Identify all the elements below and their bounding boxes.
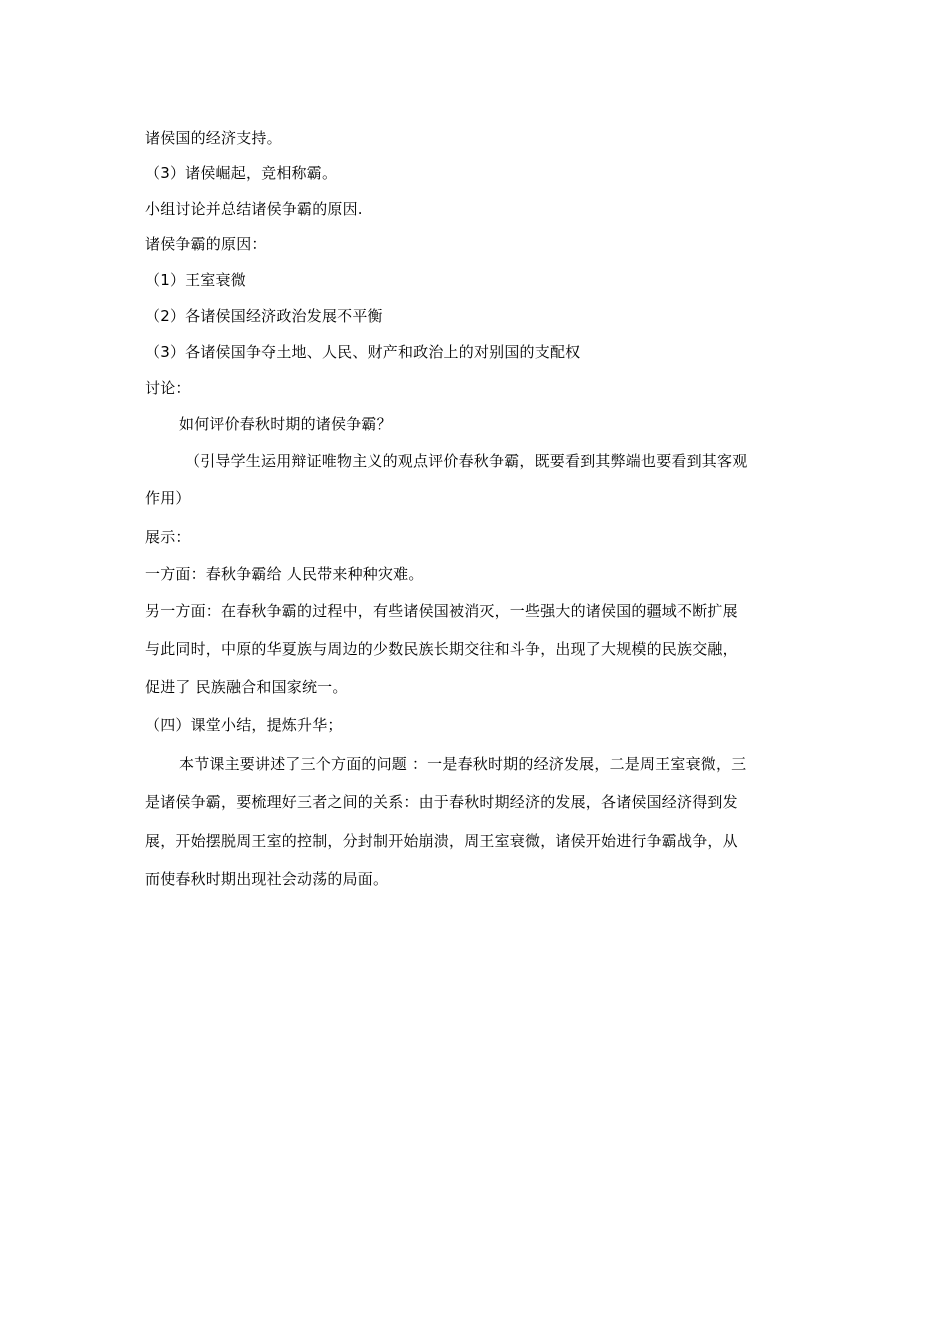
text-line: 另一方面：在春秋争霸的过程中，有些诸侯国被消灭，一些强大的诸侯国的疆域不断扩展 bbox=[145, 602, 738, 620]
text-line: 诸侯国的经济支持。 bbox=[145, 129, 282, 147]
list-item: （2）各诸侯国经济政治发展不平衡 bbox=[145, 307, 383, 325]
section-heading: 讨论： bbox=[145, 379, 191, 397]
text-line: （3）诸侯崛起，竞相称霸。 bbox=[145, 164, 338, 182]
section-heading: （四）课堂小结，提炼升华； bbox=[145, 716, 343, 734]
text-line: 作用） bbox=[145, 489, 191, 507]
text-line: 促进了 民族融合和国家统一。 bbox=[145, 678, 348, 696]
discussion-question: 如何评价春秋时期的诸侯争霸？ bbox=[179, 415, 392, 433]
text-line: 小组讨论并总结诸侯争霸的原因. bbox=[145, 200, 363, 218]
summary-paragraph-line: 展，开始摆脱周王室的控制，分封制开始崩溃，周王室衰微，诸侯开始进行争霸战争，从 bbox=[145, 832, 738, 850]
list-item: （3）各诸侯国争夺土地、人民、财产和政治上的对别国的支配权 bbox=[145, 343, 581, 361]
summary-paragraph-line: 本节课主要讲述了三个方面的问题 ：一是春秋时期的经济发展，二是周王室衰微，三 bbox=[179, 755, 747, 773]
list-item: （1）王室衰微 bbox=[145, 271, 246, 289]
section-heading: 展示： bbox=[145, 528, 191, 546]
section-heading: 诸侯争霸的原因： bbox=[145, 235, 267, 253]
summary-paragraph-line: 而使春秋时期出现社会动荡的局面。 bbox=[145, 870, 389, 888]
summary-paragraph-line: 是诸侯争霸，要梳理好三者之间的关系：由于春秋时期经济的发展，各诸侯国经济得到发 bbox=[145, 793, 738, 811]
text-line: 一方面：春秋争霸给 人民带来种种灾难。 bbox=[145, 565, 424, 583]
text-line: 与此同时，中原的华夏族与周边的少数民族长期交往和斗争，出现了大规模的民族交融， bbox=[145, 640, 738, 658]
text-line: （引导学生运用辩证唯物主义的观点评价春秋争霸，既要看到其弊端也要看到其客观 bbox=[185, 452, 748, 470]
